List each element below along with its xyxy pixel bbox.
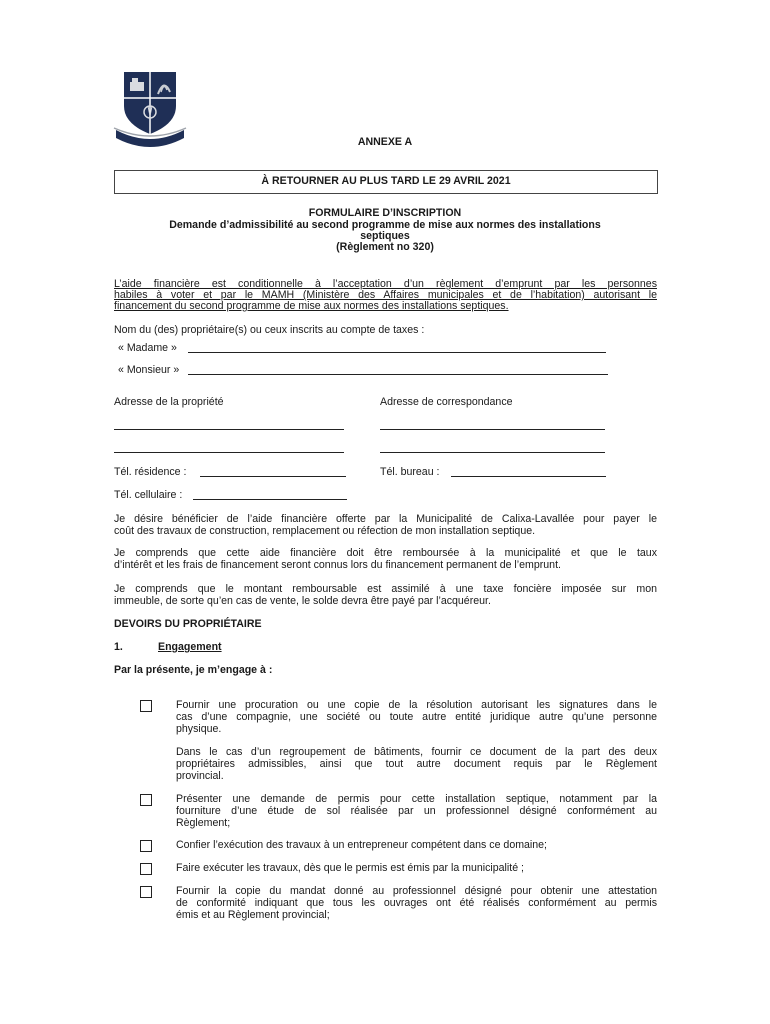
property-address-label: Adresse de la propriété [114,396,224,408]
paragraph-3-line-2: immeuble, de sorte qu’en cas de vente, le solde devra être payé par l’acquéreur. [114,595,491,607]
tel-home-label: Tél. résidence : [114,466,187,478]
checkbox-contractor[interactable] [140,840,152,852]
section-number: 1. [114,641,123,653]
tel-office-label: Tél. bureau : [380,466,440,478]
notice-line-2: habiles à voter et par le MAMH (Ministère des Affaires municipales et de l’habitation) autorisant le [114,289,657,301]
paragraph-2-line-1: Je comprends que cette aide financière doit être remboursée à la municipalité et que le taux [114,547,657,559]
item-5-line-1: Faire exécuter les travaux, dès que le permis est émis par la municipalité ; [176,862,524,874]
deadline-box [114,170,658,194]
property-address-field-1[interactable] [114,429,344,430]
item-2-line-3: provincial. [176,770,224,782]
madame-field[interactable] [188,352,606,353]
item-1-line-1: Fournir une procuration ou une copie de la résolution autorisant les signatures dans le [176,699,657,711]
item-2-line-1: Dans le cas d’un regroupement de bâtiments, fournir ce document de la part des deux [176,746,657,758]
madame-label: « Madame » [118,342,177,354]
checkbox-execute-work[interactable] [140,863,152,875]
monsieur-field[interactable] [188,374,608,375]
tel-office-field[interactable] [451,476,606,477]
paragraph-3-line-1: Je comprends que le montant remboursable est assimilé à une taxe foncière imposée sur mon [114,583,657,595]
item-2-line-2: propriétaires admissibles, ainsi que tout autre document requis par le Règlement [176,758,657,770]
paragraph-1-line-2: coût des travaux de construction, remplacement ou réfection de mon installation septique. [114,525,536,537]
item-6-line-3: émis et au Règlement provincial; [176,909,330,921]
item-3-line-2: fourniture d’une étude de sol réalisée par un professionnel désigné conformément au [176,805,657,817]
paragraph-1-line-1: Je désire bénéficier de l’aide financière offerte par la Municipalité de Calixa-Lavallée pour payer le [114,513,657,525]
item-1-line-3: physique. [176,723,222,735]
item-3-line-3: Règlement; [176,817,231,829]
tel-home-field[interactable] [200,476,346,477]
item-6-line-2: de conformité indiquant que tous les ouvrages ont été réalisés conformément au permis [176,897,657,909]
checkbox-permit-request[interactable] [140,794,152,806]
commitment-intro: Par la présente, je m’engage à : [114,664,273,676]
mailing-address-field-2[interactable] [380,452,605,453]
deadline-text: À RETOURNER AU PLUS TARD LE 29 AVRIL 2021 [261,175,511,187]
tel-cell-label: Tél. cellulaire : [114,489,183,501]
notice-line-3: financement du second programme de mise aux normes des installations septiques. [114,300,509,312]
tel-cell-field[interactable] [193,499,347,500]
section-title: Engagement [158,641,222,653]
item-4-line-1: Confier l’exécution des travaux à un entrepreneur compétent dans ce domaine; [176,839,548,851]
item-6-line-1: Fournir la copie du mandat donné au professionnel désigné pour obtenir une attestation [176,885,657,897]
annex-title: ANNEXE A [357,136,413,148]
checkbox-power-of-attorney[interactable] [140,700,152,712]
owners-label: Nom du (des) propriétaire(s) ou ceux inscrits au compte de taxes : [114,324,425,336]
duties-heading: DEVOIRS DU PROPRIÉTAIRE [114,618,262,630]
regulation-number: (Règlement no 320) [336,241,434,253]
form-subtitle-line1: Demande d’admissibilité au second programme de mise aux normes des installations [169,219,601,231]
monsieur-label: « Monsieur » [118,364,180,376]
checkbox-mandate-copy[interactable] [140,886,152,898]
form-title: FORMULAIRE D’INSCRIPTION [308,207,462,219]
item-3-line-1: Présenter une demande de permis pour cette installation septique, notamment par la [176,793,657,805]
mailing-address-label: Adresse de correspondance [380,396,513,408]
item-1-line-2: cas d’une compagnie, une société ou toute autre entité juridique autre qu’une personne [176,711,657,723]
property-address-field-2[interactable] [114,452,344,453]
form-subtitle-line2: septiques [360,230,410,242]
paragraph-2-line-2: d’intérêt et les frais de financement seront connus lors du financement permanent de l’emprunt. [114,559,561,571]
mailing-address-field-1[interactable] [380,429,605,430]
notice-line-1: L’aide financière est conditionnelle à l’acceptation d’un règlement d’emprunt par les personnes [114,278,657,290]
